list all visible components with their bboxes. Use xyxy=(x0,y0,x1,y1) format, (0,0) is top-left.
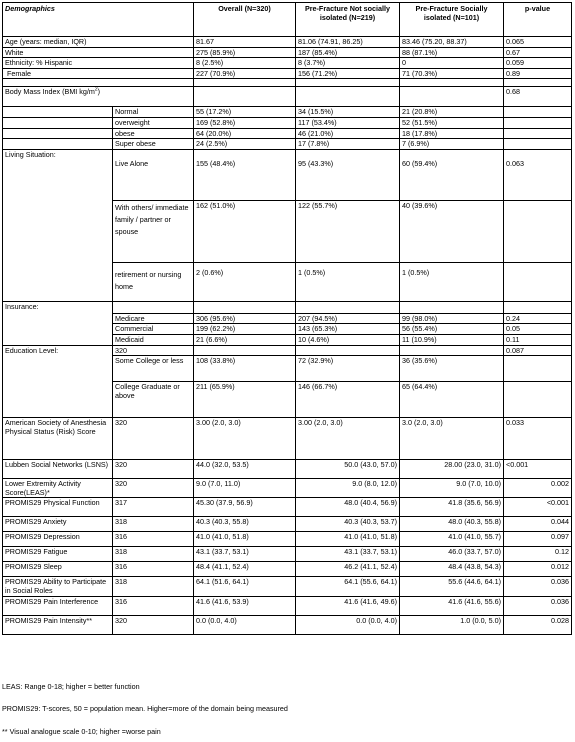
header-overall: Overall (N=320) xyxy=(194,3,296,37)
table-row: PROMIS29 Pain Intensity** 320 0.0 (0.0, 4.0) 0.0 (0.0, 4.0) 1.0 (0.0, 5.0) 0.028 xyxy=(3,615,572,634)
table-row: Super obese 24 (2.5%) 17 (7.8%) 7 (6.9%) xyxy=(3,139,572,150)
footnote-leas: LEAS: Range 0-18; higher = better function xyxy=(2,682,140,691)
table-row: retirement or nursing home 2 (0.6%) 1 (0.5%) 1 (0.5%) xyxy=(3,262,572,301)
table-row: PROMIS29 Anxiety 318 40.3 (40.3, 55.8) 40.3 (40.3, 53.7) 48.0 (40.3, 55.8) 0.044 xyxy=(3,517,572,532)
spacer-row xyxy=(3,79,572,87)
table-row: College Graduate or above 211 (65.9%) 146 (66.7%) 65 (64.4%) xyxy=(3,382,572,418)
footnote-promis: PROMIS29: T-scores, 50 = population mean. Higher=more of the domain being measured xyxy=(2,704,288,713)
table-row: Female 227 (70.9%) 156 (71.2%) 71 (70.3%) 0.89 xyxy=(3,68,572,79)
table-row: Commercial 199 (62.2%) 143 (65.3%) 56 (55.4%) 0.05 xyxy=(3,324,572,335)
table-row: PROMIS29 Sleep 316 48.4 (41.1, 52.4) 46.2 (41.1, 52.4) 48.4 (43.8, 54.3) 0.012 xyxy=(3,562,572,577)
table-row: obese 64 (20.0%) 46 (21.0%) 18 (17.8%) xyxy=(3,128,572,139)
header-pvalue: p-value xyxy=(504,3,572,37)
footnote-vas: ** Visual analogue scale 0-10; higher =worse pain xyxy=(2,727,161,736)
table-header-row xyxy=(3,3,572,37)
header-demographics: Demographics xyxy=(3,3,194,37)
table-row: overweight 169 (52.8%) 117 (53.4%) 52 (51.5%) xyxy=(3,117,572,128)
table-row: American Society of Anesthesia Physical Status (Risk) Score 320 3.00 (2.0, 3.0) 3.00 (2.0, 3.0) 3.0 (2.0, 3.0) 0.033 xyxy=(3,418,572,460)
header-isolated: Pre-Fracture Socially isolated (N=101) xyxy=(400,3,504,37)
table-row: Body Mass Index (BMI $kg/m^2$) 0.68 xyxy=(3,87,572,107)
bmi-label: Body Mass Index (BMI $kg/m^2$) xyxy=(3,87,194,107)
table-row: With others/ immediate family / partner or spouse 162 (51.0%) 122 (55.7%) 40 (39.6%) xyxy=(3,200,572,262)
table-row: White 275 (85.9%) 187 (85.4%) 88 (87.1%) 0.67 xyxy=(3,47,572,58)
table-row: Medicaid 21 (6.6%) 10 (4.6%) 11 (10.9%) 0.11 xyxy=(3,334,572,345)
header-not-isolated: Pre-Fracture Not socially isolated (N=219) xyxy=(296,3,400,37)
table-row: Age (years: median, IQR) 81.67 81.06 (74.91, 86.25) 83.46 (75.20, 88.37) 0.065 xyxy=(3,37,572,48)
table-row: PROMIS29 Physical Function 317 45.30 (37.9, 56.9) 48.0 (40.4, 56.9) 41.8 (35.6, 56.9) <0.001 xyxy=(3,498,572,517)
table-row: Living Situation: Live Alone 155 (48.4%) 95 (43.3%) 60 (59.4%) 0.063 xyxy=(3,149,572,200)
table-row: Some College or less 108 (33.8%) 72 (32.9%) 36 (35.6%) xyxy=(3,356,572,382)
table-row: PROMIS29 Fatigue 318 43.1 (33.7, 53.1) 43.1 (33.7, 53.1) 46.0 (33.7, 57.0) 0.12 xyxy=(3,547,572,562)
table-row: Normal 55 (17.2%) 34 (15.5%) 21 (20.8%) xyxy=(3,107,572,118)
table-row: Ethnicity: % Hispanic 8 (2.5%) 8 (3.7%) 0 0.059 xyxy=(3,58,572,69)
table-row: PROMIS29 Ability to Participate in Social Roles 318 64.1 (51.6, 64.1) 64.1 (55.6, 64.1) 55.6 (44.6, 64.1) 0.036 xyxy=(3,577,572,596)
table-row: Lubben Social Networks (LSNS) 320 44.0 (32.0, 53.5) 50.0 (43.0, 57.0) 28.00 (23.0, 31.0) <0.001 xyxy=(3,460,572,479)
table-row: PROMIS29 Pain Interference 316 41.6 (41.6, 53.9) 41.6 (41.6, 49.6) 41.6 (41.6, 55.6) 0.036 xyxy=(3,596,572,615)
table-row: Medicare 306 (95.6%) 207 (94.5%) 99 (98.0%) 0.24 xyxy=(3,313,572,324)
table-row: Insurance: xyxy=(3,301,572,313)
table-row: PROMIS29 Depression 316 41.0 (41.0, 51.8) 41.0 (41.0, 51.8) 41.0 (41.0, 55.7) 0.097 xyxy=(3,532,572,547)
table-row: Education Level: 320 0.087 xyxy=(3,345,572,356)
demographics-table xyxy=(2,2,572,635)
table-row: Lower Extremity Activity Score(LEAS)* 320 9.0 (7.0, 11.0) 9.0 (8.0, 12.0) 9.0 (7.0, 10.0) 0.002 xyxy=(3,479,572,498)
